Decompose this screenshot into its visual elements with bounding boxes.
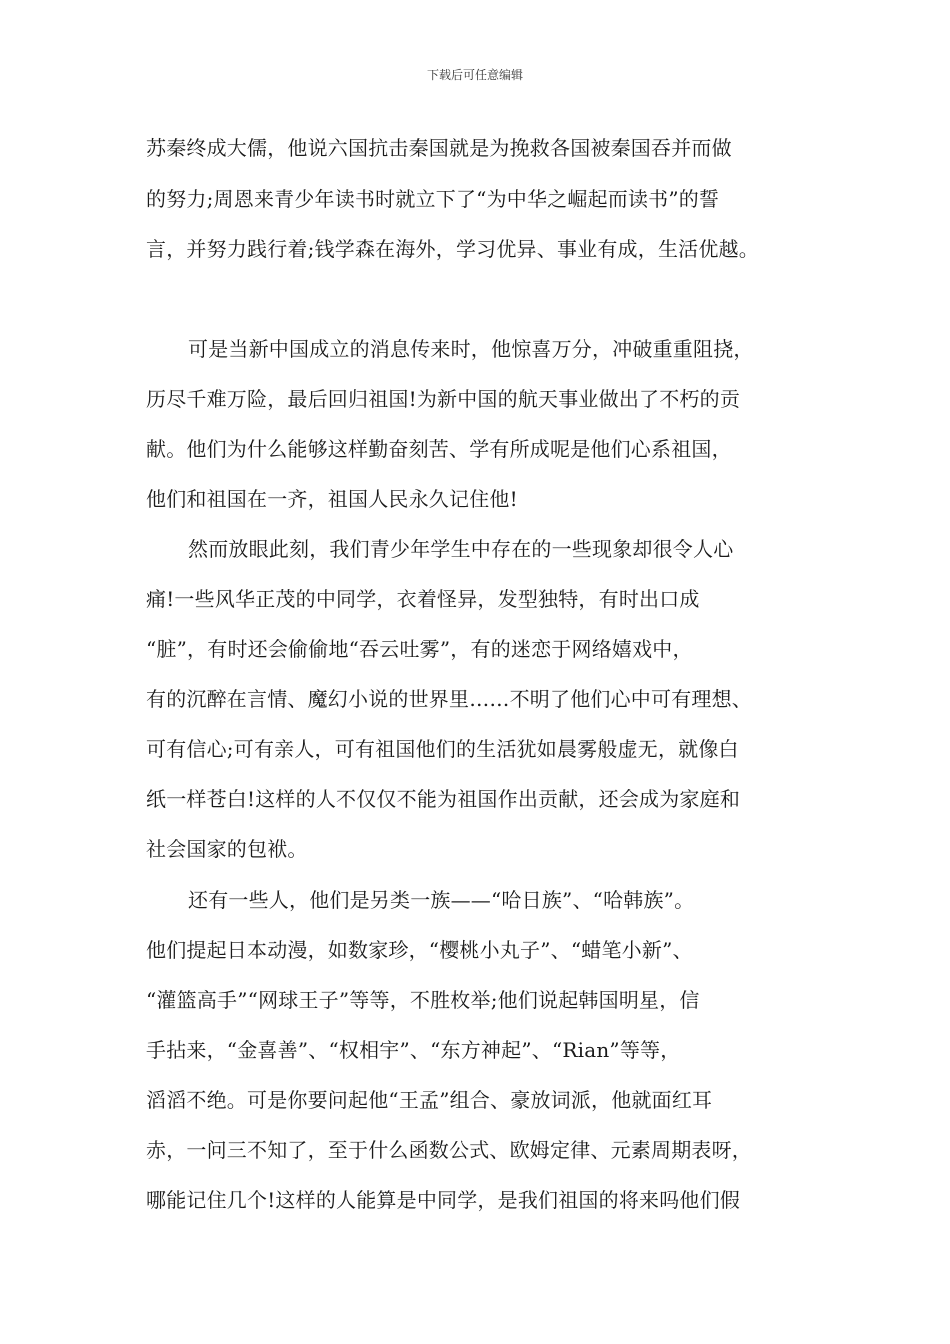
text-line: 赤，一问三不知了，至于什么函数公式、欧姆定律、元素周期表呀，: [146, 1138, 752, 1162]
text-line: 纸一样苍白!这样的人不仅仅不能为祖国作出贡献，还会成为家庭和: [146, 787, 741, 811]
text-line: 社会国家的包袱。: [146, 837, 308, 861]
text-line: “脏”，有时还会偷偷地“吞云吐雾”，有的迷恋于网络嬉戏中，: [146, 637, 693, 661]
text-line: 可有信心;可有亲人，可有祖国他们的生活犹如晨雾般虚无，就像白: [146, 737, 739, 761]
paragraph-first-line: 可是当新中国成立的消息传来时，他惊喜万分，冲破重重阻挠，: [188, 337, 754, 361]
paragraph-first-line: 还有一些人，他们是另类一族——“哈日族”、“哈韩族”。: [188, 888, 695, 912]
text-line: 哪能记住几个!这样的人能算是中同学，是我们祖国的将来吗他们假: [146, 1188, 741, 1212]
text-line: 痛!一些风华正茂的中同学，衣着怪异，发型独特，有时出口成: [146, 587, 700, 611]
text-line: 滔滔不绝。可是你要问起他“王孟”组合、豪放词派，他就面红耳: [146, 1088, 713, 1112]
text-line: 历尽千难万险，最后回归祖国!为新中国的航天事业做出了不朽的贡: [146, 387, 741, 411]
text-line: 有的沉醉在言情、魔幻小说的世界里……不明了他们心中可有理想、: [146, 687, 752, 711]
text-line: 他们和祖国在一齐，祖国人民永久记住他!: [146, 487, 518, 511]
text-line: “灌篮高手”“网球王子”等等，不胜枚举;他们说起韩国明星，信: [146, 988, 700, 1012]
text-line: 言，并努力践行着;钱学森在海外，学习优异、事业有成，生活优越。: [146, 237, 759, 261]
text-line: 他们提起日本动漫，如数家珍，“樱桃小丸子”、“蜡笔小新”、: [146, 938, 693, 962]
text-line: 的努力;周恩来青少年读书时就立下了“为中华之崛起而读书”的誓: [146, 187, 720, 211]
text-line: 献。他们为什么能够这样勤奋刻苦、学有所成呢是他们心系祖国，: [146, 437, 732, 461]
text-line: 手拈来，“金喜善”、“权相宇”、“东方神起”、“Rian”等等，: [146, 1038, 681, 1062]
paragraph-first-line: 然而放眼此刻，我们青少年学生中存在的一些现象却很令人心: [188, 537, 734, 561]
page-header: 下载后可任意编辑: [426, 68, 523, 82]
text-line: 苏秦终成大儒，他说六国抗击秦国就是为挽救各国被秦国吞并而做: [146, 136, 732, 160]
